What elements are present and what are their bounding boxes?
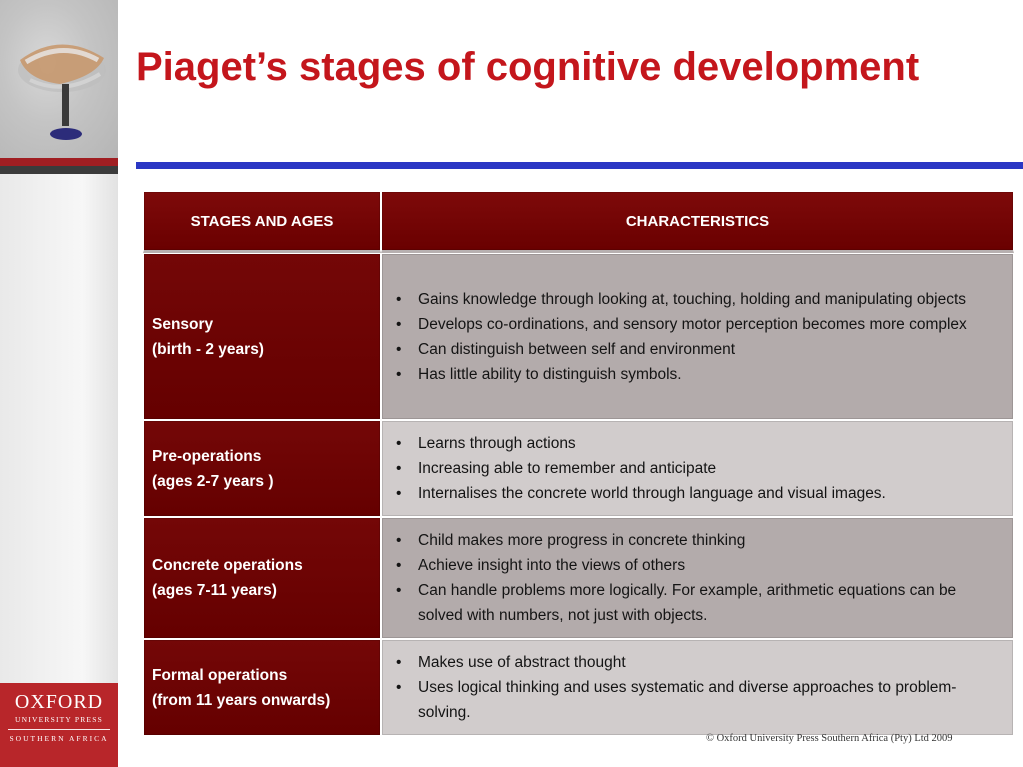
list-item: • Uses logical thinking and uses systematic and diverse approaches to problem-solving. [392,675,1003,725]
stage-ages: (ages 7-11 years) [152,582,277,599]
characteristics-list [392,431,1003,506]
stage-ages: (birth - 2 years) [152,340,264,358]
list-item: • Makes use of abstract thought [392,650,1003,675]
characteristics-cell [381,517,1014,639]
chair-photo [0,0,118,158]
list-item: • Gains knowledge through looking at, touching, holding and manipulating objects [392,287,1003,312]
list-item: • Can distinguish between self and environment [392,337,1003,362]
list-item: • Increasing able to remember and anticipate [392,456,1003,481]
copyright-notice: © Oxford University Press Southern Africa (Pty) Ltd 2009 [706,733,953,744]
stage-name: Concrete operations [152,557,303,574]
stage-cell [143,253,381,420]
oxford-logo-name: OXFORD [14,691,104,713]
list-item: • Develops co-ordinations, and sensory motor perception becomes more complex [392,312,1003,337]
left-dark-band [0,166,118,174]
list-item: • Child makes more progress in concrete thinking [392,528,1003,553]
table-header-row [143,191,1014,253]
oxford-logo-line1: UNIVERSITY PRESS [15,715,103,724]
left-red-band [0,158,118,166]
stage-cell [143,420,381,517]
title-rule [136,162,1023,169]
oxford-logo-line2: SOUTHERN AFRICA [9,734,109,743]
characteristics-list [392,287,1003,387]
table-row [143,639,1014,736]
header-stages-and-ages: STAGES AND AGES [143,191,381,253]
stage-name: Formal operations [152,666,288,684]
stage-cell [143,639,381,736]
header-characteristics: CHARACTERISTICS [381,191,1014,253]
characteristics-cell [381,253,1014,420]
characteristics-list [392,528,1003,628]
stages-table [143,191,1014,736]
list-item: • Learns through actions [392,431,1003,456]
list-item: • Has little ability to distinguish symbols. [392,362,1003,387]
characteristics-cell [381,639,1014,736]
stage-ages: (from 11 years onwards) [152,691,331,709]
characteristics-list [392,650,1003,725]
stage-ages: (ages 2-7 years ) [152,472,274,490]
characteristics-cell [381,420,1014,517]
chair-image [0,0,118,158]
stage-name: Pre-operations [152,447,262,465]
list-item: • Can handle problems more logically. For example, arithmetic equations can be solved with numbers, not just with objects. [392,578,1003,628]
stage-cell [143,517,381,639]
table-row [143,517,1014,639]
stage-name: Sensory [152,315,214,333]
oxford-logo [0,683,118,767]
oxford-logo-divider [8,729,110,730]
table-row [143,420,1014,517]
table-row [143,253,1014,420]
slide-title: Piaget’s stages of cognitive development [136,45,920,89]
list-item: • Internalises the concrete world through language and visual images. [392,481,1003,506]
list-item: • Achieve insight into the views of others [392,553,1003,578]
